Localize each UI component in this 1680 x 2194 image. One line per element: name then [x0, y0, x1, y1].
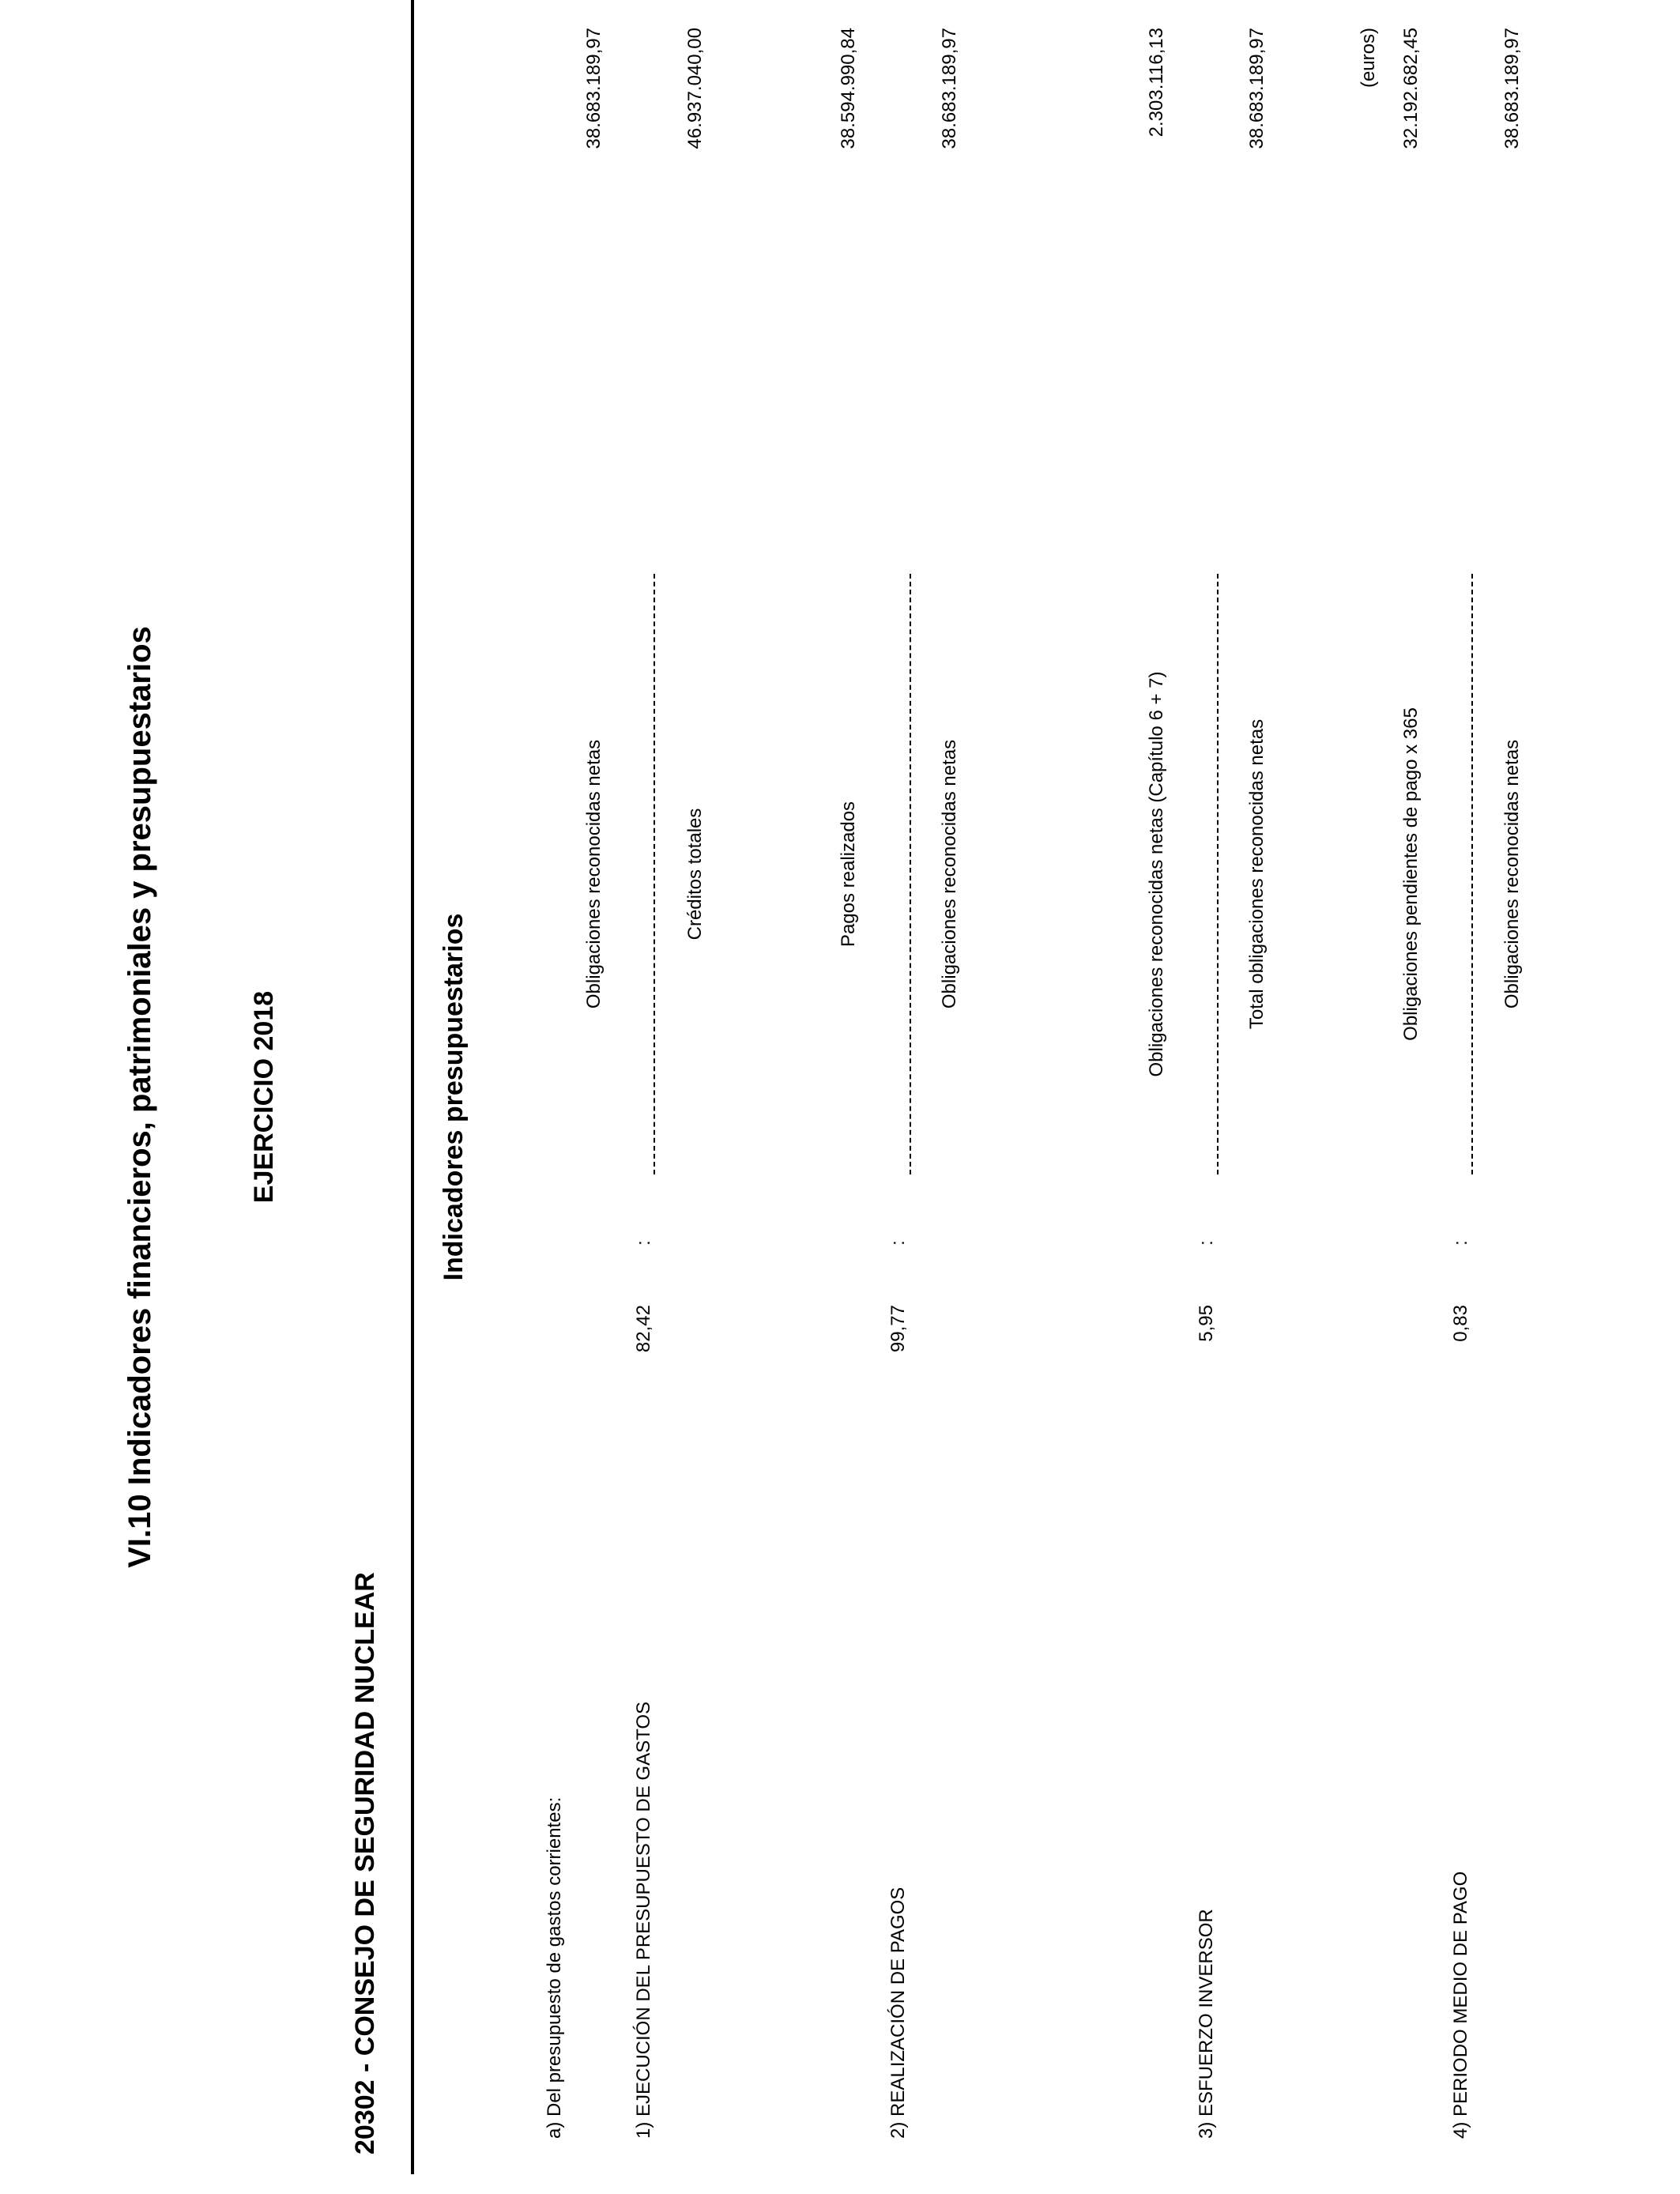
- indicator-denominator-label: Total obligaciones reconocidas netas: [1246, 718, 1268, 1030]
- fraction-divider: [1217, 574, 1219, 1174]
- exercise-year: EJERCICIO 2018: [249, 990, 279, 1204]
- fraction-divider: [1471, 574, 1473, 1174]
- indicator-denominator-amount: 38.683.189,97: [1246, 28, 1268, 149]
- header-divider: [411, 0, 414, 2174]
- indicator-value: 0,83: [1450, 1305, 1471, 1342]
- indicator-value: 82,42: [633, 1305, 654, 1353]
- document-title: VI.10 Indicadores financieros, patrimoniales y presupuestarios: [122, 626, 157, 1568]
- indicator-colon: :: [1450, 1240, 1471, 1246]
- section-title: Indicadores presupuestarios: [439, 913, 469, 1281]
- indicator-numerator-label: Obligaciones reconocidas netas (Capítulo 6 + 7): [1146, 671, 1167, 1077]
- indicator-value: 5,95: [1196, 1305, 1217, 1342]
- indicator-numerator-label: Obligaciones pendientes de pago x 365: [1400, 707, 1422, 1041]
- indicator-numerator-amount: 38.683.189,97: [583, 28, 605, 149]
- indicator-colon: :: [633, 1240, 654, 1246]
- indicator-numerator-amount: 38.594.990,84: [838, 28, 859, 149]
- indicator-numerator-amount: 32.192.682,45: [1400, 28, 1422, 149]
- currency-note: (euros): [1358, 28, 1379, 89]
- indicator-label: 4) PERIODO MEDIO DE PAGO: [1450, 1871, 1471, 2139]
- indicator-denominator-label: Obligaciones reconocidas netas: [939, 739, 960, 1009]
- indicator-colon: :: [1196, 1240, 1217, 1246]
- entity-name: 20302 - CONSEJO DE SEGURIDAD NUCLEAR: [350, 1572, 380, 2154]
- fraction-divider: [910, 574, 911, 1174]
- indicator-value: 99,77: [887, 1305, 909, 1353]
- indicator-denominator-label: Obligaciones reconocidas netas: [1501, 739, 1523, 1009]
- indicator-denominator-amount: 46.937.040,00: [684, 28, 706, 149]
- indicator-label: 2) REALIZACIÓN DE PAGOS: [887, 1887, 909, 2139]
- fraction-divider: [654, 574, 655, 1174]
- indicator-label: 1) EJECUCIÓN DEL PRESUPUESTO DE GASTOS: [633, 1701, 654, 2139]
- indicator-label: 3) ESFUERZO INVERSOR: [1196, 1909, 1217, 2139]
- indicator-numerator-label: Pagos realizados: [838, 801, 859, 948]
- subsection-label: a) Del presupuesto de gastos corrientes:: [544, 1796, 565, 2139]
- indicator-denominator-amount: 38.683.189,97: [1501, 28, 1523, 149]
- indicator-numerator-label: Obligaciones reconocidas netas: [583, 739, 605, 1009]
- indicator-numerator-amount: 2.303.116,13: [1146, 28, 1167, 138]
- indicator-colon: :: [887, 1240, 909, 1246]
- indicator-denominator-amount: 38.683.189,97: [939, 28, 960, 149]
- indicator-denominator-label: Créditos totales: [684, 808, 706, 941]
